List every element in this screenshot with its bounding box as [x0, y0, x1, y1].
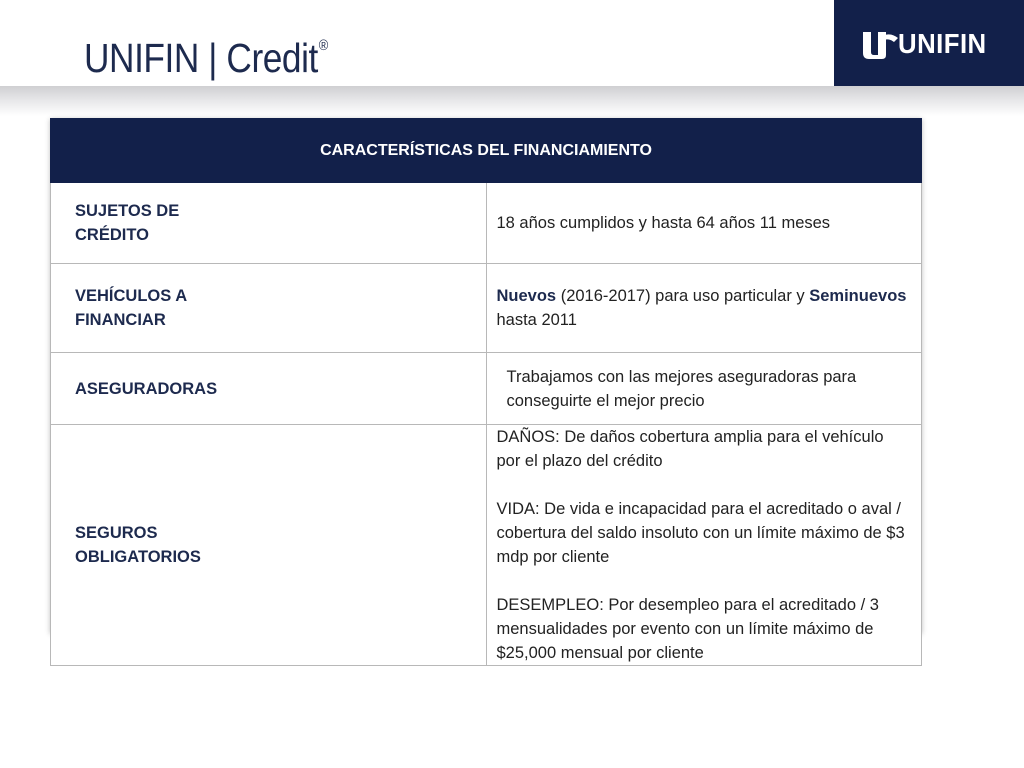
insurance-desempleo: DESEMPLEO: Por desempleo para el acreditado / 3 mensualidades por evento con un límite máximo de $25,000 mensual por cliente: [496, 596, 879, 662]
table-row: [51, 264, 922, 353]
row-value-aseguradoras: [486, 353, 922, 425]
header-divider: [0, 86, 1024, 116]
row-value-sujetos: 18 años cumplidos y hasta 64 años 11 meses: [486, 183, 922, 264]
value-text: (2016-2017) para uso particular y: [556, 287, 810, 305]
row-value-seguros: [486, 425, 922, 666]
row-label-sujetos: [51, 183, 487, 264]
row-label-aseguradoras: ASEGURADORAS: [51, 353, 487, 425]
bold-term: Nuevos: [496, 287, 557, 305]
label-line: CRÉDITO: [75, 226, 149, 244]
row-value-vehiculos: [486, 264, 922, 353]
financing-table: [50, 118, 922, 666]
row-label-seguros: [51, 425, 487, 666]
label-line: FINANCIAR: [75, 311, 166, 329]
bold-term: Seminuevos: [809, 287, 907, 305]
header: [0, 0, 1024, 88]
unifin-logo: [834, 0, 1024, 88]
table-row: [51, 183, 922, 264]
logo-text: UNIFIN: [898, 28, 987, 59]
table-title: CARACTERÍSTICAS DEL FINANCIAMIENTO: [51, 119, 922, 183]
table-row: [51, 425, 922, 666]
label-line: OBLIGATORIOS: [75, 548, 201, 566]
table-row: [51, 353, 922, 425]
brand-title: UNIFIN | Credit®: [84, 35, 328, 81]
insurance-danos: DAÑOS: De daños cobertura amplia para el vehículo por el plazo del crédito: [496, 428, 884, 470]
label-line: SEGUROS: [75, 524, 158, 542]
row-label-vehiculos: [51, 264, 487, 353]
label-line: SUJETOS DE: [75, 202, 180, 220]
value-text: Trabajamos con las mejores aseguradoras para conseguirte el mejor precio: [506, 367, 857, 410]
unifin-logo-icon: [860, 28, 900, 60]
registered-mark: ®: [318, 37, 328, 54]
label-line: VEHÍCULOS A: [75, 287, 188, 305]
value-text: hasta 2011: [496, 311, 577, 329]
insurance-vida: VIDA: De vida e incapacidad para el acreditado o aval / cobertura del saldo insoluto con un límite máximo de $3 mdp por cliente: [496, 500, 905, 566]
